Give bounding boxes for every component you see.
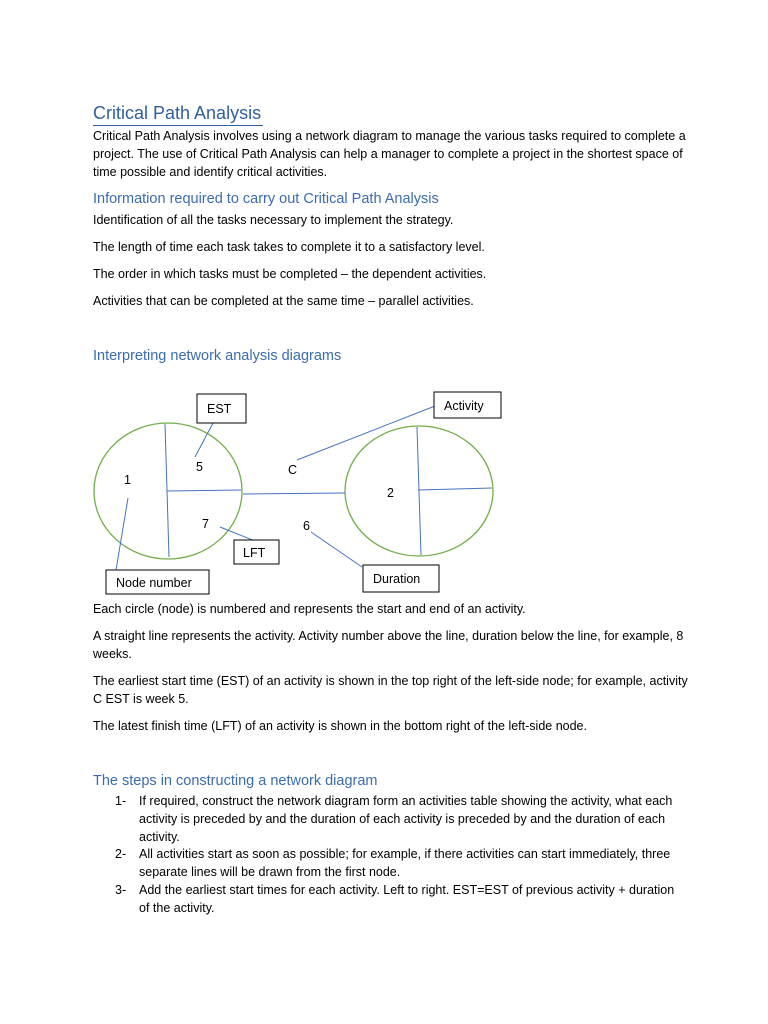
explanation: Each circle (node) is numbered and represents the start and end of an activity. — [93, 602, 526, 616]
right-node-divider — [417, 427, 421, 555]
left-node-split — [167, 490, 241, 491]
step-number: 1- — [115, 794, 127, 808]
node-number-leader — [116, 498, 128, 570]
info-heading: Information required to carry out Critical Path Analysis — [93, 191, 439, 207]
info-item: Activities that can be completed at the same time – parallel activities. — [93, 294, 474, 308]
activity-letter: C — [288, 463, 298, 477]
lft-label: LFT — [243, 546, 266, 560]
duration-label: Duration — [373, 572, 421, 586]
activity-leader — [297, 406, 435, 460]
explanation: The earliest start time (EST) of an activity is shown in the top right of the left-side node; for example, activity C EST is week 5. — [93, 674, 688, 706]
lft-value: 7 — [202, 517, 209, 531]
step-text: All activities start as soon as possible; for example, if there activities can start immediately, three separate lines will be drawn from the first node. — [139, 847, 671, 880]
duration-leader — [311, 532, 362, 567]
page-title: Critical Path Analysis — [93, 103, 262, 123]
list-item — [93, 882, 683, 918]
info-item: Identification of all the tasks necessary to implement the strategy. — [93, 213, 454, 227]
info-item: The length of time each task takes to complete it to a satisfactory level. — [93, 240, 485, 254]
activity-label: Activity — [444, 399, 484, 413]
steps-heading: The steps in constructing a network diagram — [93, 773, 378, 789]
step-number: 3- — [115, 882, 127, 897]
node2-number: 2 — [387, 486, 394, 500]
list-item — [93, 793, 683, 846]
explanation: The latest finish time (LFT) of an activity is shown in the bottom right of the left-side node. — [93, 719, 587, 733]
list-item — [93, 846, 683, 882]
node1-number: 1 — [124, 473, 131, 487]
network-diagram — [0, 385, 768, 600]
activity-line — [243, 493, 345, 494]
intro-paragraph: Critical Path Analysis involves using a network diagram to manage the various tasks required to complete a project. The use of Critical Path Analysis can help a manager to complete a project in the shortest space of time possible and identify critical activities. — [93, 129, 686, 179]
title-underline — [93, 125, 263, 126]
duration-value: 6 — [303, 519, 310, 533]
info-item: The order in which tasks must be completed – the dependent activities. — [93, 267, 487, 281]
steps-list — [93, 793, 683, 918]
est-label: EST — [207, 402, 232, 416]
interpret-heading: Interpreting network analysis diagrams — [93, 348, 342, 364]
est-value: 5 — [196, 460, 203, 474]
right-node-split — [418, 488, 492, 490]
node-number-label: Node number — [116, 576, 192, 590]
step-number: 2- — [115, 847, 127, 862]
step-text: Add the earliest start times for each activity. Left to right. EST=EST of previous activity + duration of the activity. — [139, 882, 675, 915]
explanation: A straight line represents the activity. Activity number above the line, duration below the line, for example, 8 weeks. — [93, 629, 684, 661]
step-text: If required, construct the network diagram form an activities table showing the activity, what each activity is preceded by and the duration of each activity is preceded by and the duration of each activity. — [139, 794, 673, 844]
